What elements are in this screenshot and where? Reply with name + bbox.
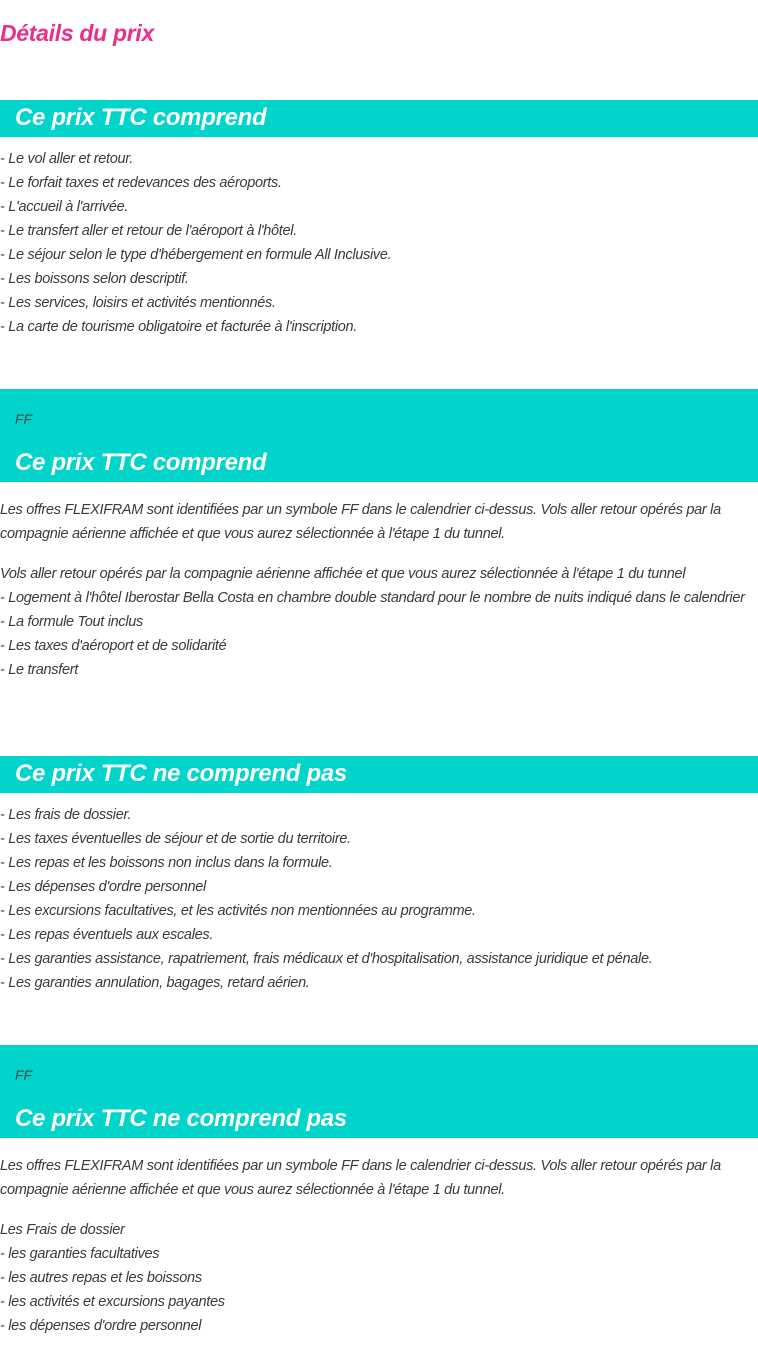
list-item: - L'accueil à l'arrivée. [0,199,129,215]
list-item: - Les dépenses d'ordre personnel [0,879,206,895]
flexifram-excluded-banner [0,1045,758,1138]
included-banner [0,100,758,137]
list-item: - Le forfait taxes et redevances des aéroports. [0,175,282,191]
list-item: - La formule Tout inclus [0,614,143,630]
list-item: - Le séjour selon le type d'hébergement en formule All Inclusive. [0,247,392,263]
ff-tag: FF [15,1067,33,1083]
list-item: - les dépenses d'ordre personnel [0,1318,202,1334]
list-item: - Les taxes éventuelles de séjour et de sortie du territoire. [0,831,351,847]
list-item: - Les taxes d'aéroport et de solidarité [0,638,227,654]
excluded-heading: Ce prix TTC ne comprend pas [15,760,347,787]
flexifram-excluded-heading: Ce prix TTC ne comprend pas [15,1105,347,1132]
list-item: - Les repas et les boissons non inclus dans la formule. [0,855,333,871]
list-item: - les garanties facultatives [0,1246,160,1262]
list-item: - Les repas éventuels aux escales. [0,927,214,943]
list-item: - Les boissons selon descriptif. [0,271,189,287]
page-title: Détails du prix [0,20,154,46]
excluded-banner [0,756,758,793]
flexifram-intro: Les offres FLEXIFRAM sont identifiées par un symbole FF dans le calendrier ci-dessus. Vols aller retour opérés par la compagnie aérienne affichée et que vous aurez sélectionnée à l'étape 1 du tunnel. [0,502,721,542]
list-item: - Les garanties annulation, bagages, retard aérien. [0,975,310,991]
included-list [0,147,758,339]
list-item: - Le transfert aller et retour de l'aéroport à l'hôtel. [0,223,297,239]
list-item: - Le vol aller et retour. [0,151,133,167]
list-item: - Logement à l'hôtel Iberostar Bella Costa en chambre double standard pour le nombre de nuits indiqué dans le calendrier [0,590,745,606]
list-item: Les Frais de dossier [0,1222,125,1238]
list-item: - Le transfert [0,662,78,678]
list-item: - La carte de tourisme obligatoire et facturée à l'inscription. [0,319,358,335]
included-heading: Ce prix TTC comprend [15,104,267,131]
flexifram-included-banner [0,389,758,482]
ff-tag: FF [15,411,33,427]
list-item: - Les services, loisirs et activités mentionnés. [0,295,276,311]
flexifram-excluded-intro: Les offres FLEXIFRAM sont identifiées par un symbole FF dans le calendrier ci-dessus. Vols aller retour opérés par la compagnie aérienne affichée et que vous aurez sélectionnée à l'étape 1 du tunnel. [0,1158,721,1198]
flexifram-included-heading: Ce prix TTC comprend [15,449,267,476]
list-item: - les autres repas et les boissons [0,1270,202,1286]
flexifram-included-list [0,562,745,682]
list-item: - Les garanties assistance, rapatriement, frais médicaux et d'hospitalisation, assistance juridique et pénale. [0,951,653,967]
list-item: - Les frais de dossier. [0,807,132,823]
list-item: Vols aller retour opérés par la compagnie aérienne affichée et que vous aurez sélectionnée à l'étape 1 du tunnel [0,566,686,582]
flexifram-excluded-list [0,1218,758,1338]
list-item: - Les excursions facultatives, et les activités non mentionnées au programme. [0,903,476,919]
list-item: - les activités et excursions payantes [0,1294,225,1310]
excluded-list [0,803,758,995]
